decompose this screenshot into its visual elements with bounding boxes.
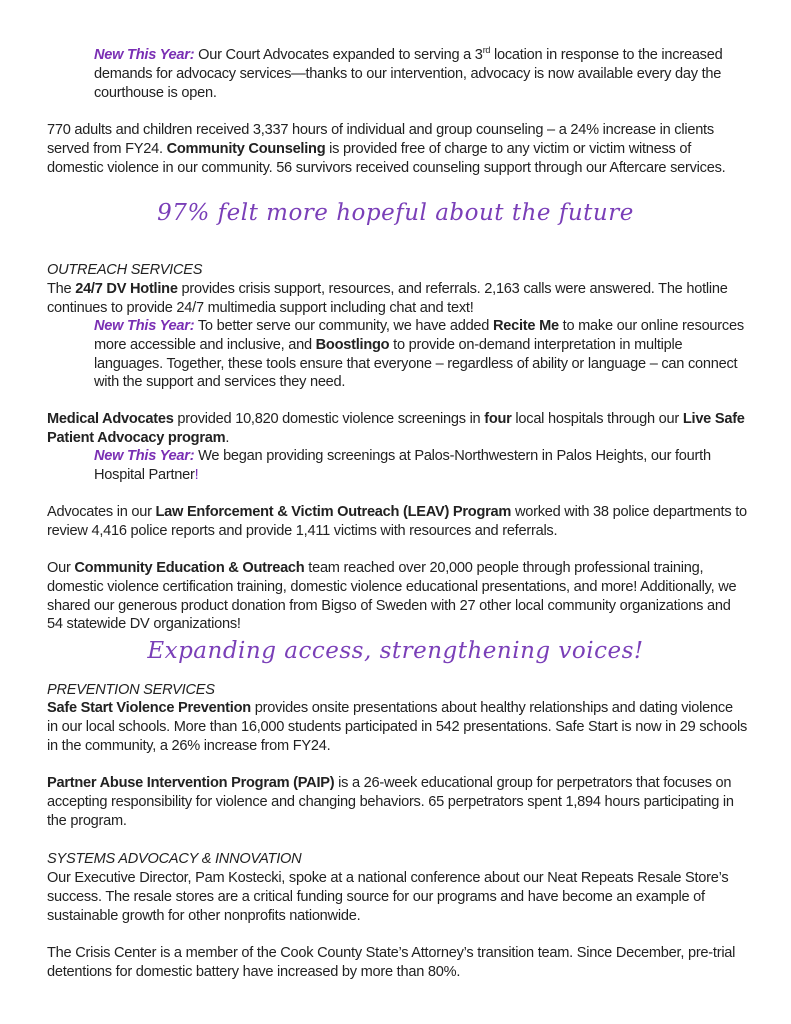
new-this-year-label: New This Year:	[94, 448, 195, 464]
executive-director-paragraph: Our Executive Director, Pam Kostecki, spoke at a national conference about our Neat Repeats Resale Store’s success. The resale stores are a critical funding source for our programs and have become an example of sustainable growth for other nonprofits nationwide.	[47, 870, 729, 924]
community-education-paragraph: Our Community Education & Outreach team reached over 20,000 people through professional training, domestic violence certification training, domestic violence educational presentations, and more! Additionally, we shared our generous product donation from Bigso of Sweden with 27 other local community organizations and 54 statewide DV organizations!	[47, 560, 737, 633]
court-advocates-paragraph: New This Year: Our Court Advocates expanded to serving a 3rd location in response to the increased demands for advocacy services—thanks to our intervention, advocacy is now available every day the courthouse is open.	[94, 45, 723, 101]
script-quote-hopeful: 97% felt more hopeful about the future	[157, 200, 634, 226]
systems-heading: SYSTEMS ADVOCACY & INNOVATION	[47, 851, 302, 867]
medical-advocates-paragraph: Medical Advocates provided 10,820 domestic violence screenings in four local hospitals through our Live Safe Patient Advocacy program.	[47, 411, 745, 446]
outreach-heading: OUTREACH SERVICES	[47, 262, 203, 278]
leav-paragraph: Advocates in our Law Enforcement & Victim Outreach (LEAV) Program worked with 38 police departments to review 4,416 police reports and provide 1,411 victims with resources and referrals.	[47, 504, 747, 539]
prevention-heading: PREVENTION SERVICES	[47, 682, 215, 698]
counseling-paragraph: 770 adults and children received 3,337 hours of individual and group counseling – a 24% increase in clients served from FY24. Community Counseling is provided free of charge to any victim or victim witness of domestic violence in our community. 56 survivors received counseling support through our Aftercare services.	[47, 122, 726, 176]
safe-start-paragraph: Safe Start Violence Prevention provides onsite presentations about healthy relationships and dating violence in our local schools. More than 16,000 students participated in 542 presentations. Safe Start is now in 29 schools in the community, a 26% increase from FY24.	[47, 700, 747, 754]
cook-county-paragraph: The Crisis Center is a member of the Cook County State’s Attorney’s transition team. Since December, pre-trial detentions for domestic battery have increased by more than 80%.	[47, 945, 736, 980]
new-tools-paragraph: New This Year: To better serve our community, we have added Recite Me to make our online resources more accessible and inclusive, and Boostlingo to provide on-demand interpretation in multiple languages. Together, these tools ensure that everyone – regardless of ability or language – can connect with the support and services they need.	[94, 318, 744, 391]
new-this-year-label: New This Year:	[94, 47, 195, 63]
script-quote-expanding: Expanding access, strengthening voices!	[147, 638, 644, 664]
paip-paragraph: Partner Abuse Intervention Program (PAIP) is a 26-week educational group for perpetrators that focuses on accepting responsibility for violence and changing behaviors. 65 perpetrators spent 1,894 hours participating in the program.	[47, 775, 734, 829]
new-hospital-paragraph: New This Year: We began providing screenings at Palos-Northwestern in Palos Heights, our fourth Hospital Partner!	[94, 448, 711, 483]
new-this-year-label: New This Year:	[94, 318, 195, 334]
hotline-paragraph: The 24/7 DV Hotline provides crisis support, resources, and referrals. 2,163 calls were answered. The hotline continues to provide 24/7 multimedia support including chat and text!	[47, 281, 728, 316]
